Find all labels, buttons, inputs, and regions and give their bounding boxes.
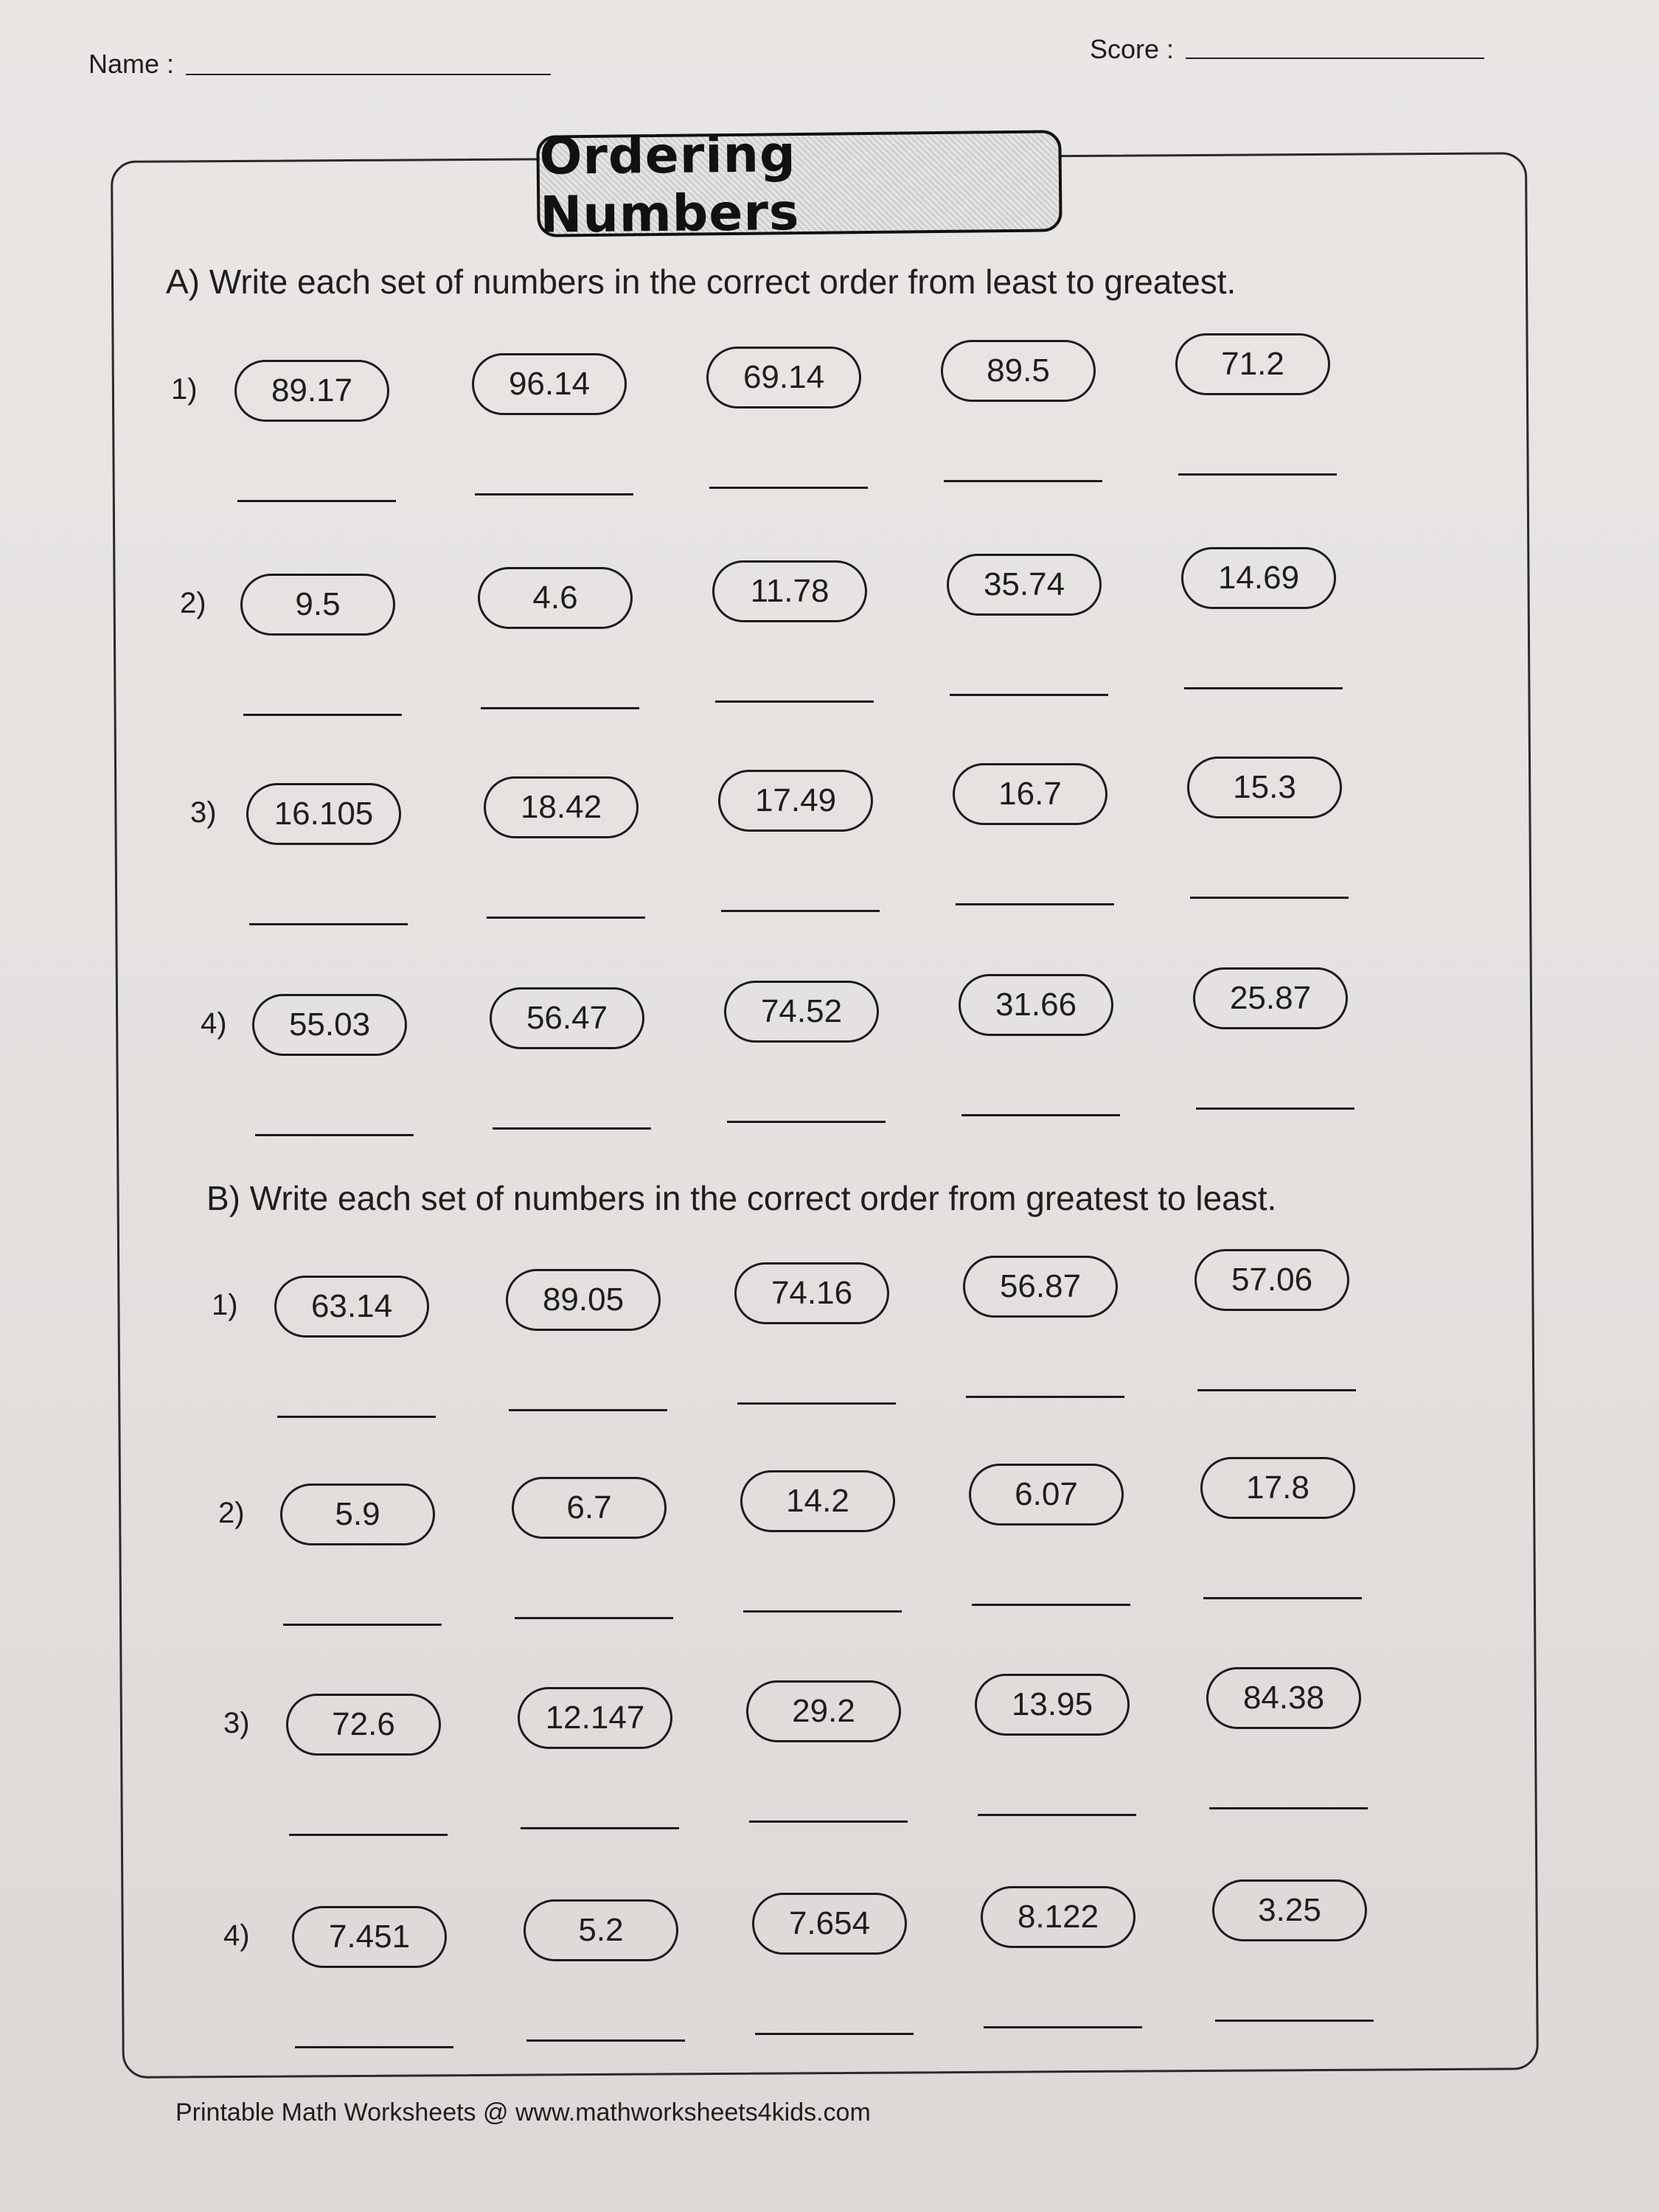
problem-number: 4) — [223, 1919, 250, 1952]
answer-blank[interactable] — [237, 500, 396, 502]
answer-blank[interactable] — [526, 2039, 685, 2042]
answer-blank[interactable] — [1209, 1807, 1368, 1809]
answer-blank[interactable] — [743, 1610, 902, 1613]
number-pill: 16.7 — [953, 763, 1107, 825]
answer-blank[interactable] — [249, 923, 408, 925]
number-pill: 29.2 — [746, 1680, 901, 1742]
number-pill: 7.451 — [292, 1906, 447, 1968]
answer-blank[interactable] — [487, 917, 645, 919]
number-pill: 96.14 — [472, 353, 627, 415]
number-pill: 57.06 — [1194, 1249, 1349, 1311]
answer-blank[interactable] — [255, 1134, 414, 1136]
answer-blank[interactable] — [283, 1624, 442, 1626]
worksheet-frame — [111, 152, 1539, 2079]
score-label: Score : — [1090, 34, 1175, 64]
answer-blank[interactable] — [295, 2046, 453, 2048]
number-pill: 69.14 — [706, 347, 861, 408]
name-line — [186, 74, 551, 75]
answer-blank[interactable] — [966, 1396, 1124, 1398]
number-pill: 25.87 — [1193, 967, 1348, 1029]
number-pill: 14.69 — [1181, 547, 1336, 609]
number-pill: 5.2 — [524, 1899, 678, 1961]
answer-blank[interactable] — [277, 1416, 436, 1418]
number-pill: 74.16 — [734, 1262, 889, 1324]
number-pill: 17.49 — [718, 770, 873, 832]
answer-blank[interactable] — [950, 694, 1108, 696]
number-pill: 13.95 — [975, 1674, 1130, 1736]
name-label: Name : — [88, 49, 175, 79]
problem-number: 3) — [223, 1707, 250, 1739]
number-pill: 31.66 — [959, 974, 1113, 1036]
answer-blank[interactable] — [515, 1617, 673, 1619]
answer-blank[interactable] — [956, 903, 1114, 905]
answer-blank[interactable] — [715, 700, 874, 703]
number-pill: 14.2 — [740, 1470, 895, 1532]
number-pill: 6.07 — [969, 1464, 1124, 1526]
number-pill: 8.122 — [981, 1886, 1135, 1948]
answer-blank[interactable] — [721, 910, 880, 912]
problem-number: 4) — [201, 1007, 227, 1040]
number-pill: 89.05 — [506, 1269, 661, 1331]
number-pill: 6.7 — [512, 1477, 667, 1539]
number-pill: 63.14 — [274, 1276, 429, 1338]
problem-number: 3) — [190, 796, 217, 829]
answer-blank[interactable] — [961, 1114, 1120, 1116]
footer-credit: Printable Math Worksheets @ www.mathworksheets4kids.com — [175, 2098, 871, 2126]
answer-blank[interactable] — [972, 1604, 1130, 1606]
answer-blank[interactable] — [984, 2026, 1142, 2028]
number-pill: 11.78 — [712, 560, 867, 622]
answer-blank[interactable] — [1215, 2020, 1374, 2022]
answer-blank[interactable] — [521, 1827, 679, 1829]
answer-blank[interactable] — [481, 707, 639, 709]
page-title: Ordering Numbers — [536, 130, 1062, 237]
number-pill: 5.9 — [280, 1484, 435, 1545]
problem-number: 2) — [180, 587, 206, 619]
answer-blank[interactable] — [737, 1402, 896, 1405]
number-pill: 18.42 — [484, 776, 639, 838]
number-pill: 74.52 — [724, 981, 879, 1043]
answer-blank[interactable] — [509, 1409, 667, 1411]
number-pill: 17.8 — [1200, 1457, 1355, 1519]
number-pill: 56.47 — [490, 987, 644, 1049]
number-pill: 56.87 — [963, 1256, 1118, 1318]
score-line — [1186, 58, 1484, 59]
problem-number: 2) — [218, 1497, 245, 1529]
number-pill: 4.6 — [478, 567, 633, 629]
number-pill: 72.6 — [286, 1694, 441, 1756]
answer-blank[interactable] — [755, 2033, 914, 2035]
answer-blank[interactable] — [1184, 687, 1343, 689]
answer-blank[interactable] — [1190, 897, 1349, 899]
answer-blank[interactable] — [243, 714, 402, 716]
instruction-b: B) Write each set of numbers in the correct order from greatest to least. — [206, 1179, 1277, 1217]
number-pill: 7.654 — [752, 1893, 907, 1955]
answer-blank[interactable] — [944, 480, 1102, 482]
answer-blank[interactable] — [493, 1127, 651, 1130]
problem-number: 1) — [171, 373, 198, 406]
number-pill: 16.105 — [246, 783, 401, 845]
number-pill: 9.5 — [240, 574, 395, 636]
number-pill: 89.5 — [941, 340, 1096, 402]
answer-blank[interactable] — [1178, 473, 1337, 476]
number-pill: 12.147 — [518, 1687, 672, 1749]
answer-blank[interactable] — [1197, 1389, 1356, 1391]
answer-blank[interactable] — [727, 1121, 886, 1123]
answer-blank[interactable] — [709, 487, 868, 489]
number-pill: 71.2 — [1175, 333, 1330, 395]
number-pill: 15.3 — [1187, 757, 1342, 818]
answer-blank[interactable] — [978, 1814, 1136, 1816]
answer-blank[interactable] — [749, 1820, 908, 1823]
problem-number: 1) — [212, 1289, 238, 1321]
number-pill: 55.03 — [252, 994, 407, 1056]
number-pill: 89.17 — [234, 360, 389, 422]
answer-blank[interactable] — [289, 1834, 448, 1836]
number-pill: 35.74 — [947, 554, 1102, 616]
answer-blank[interactable] — [475, 493, 633, 495]
number-pill: 84.38 — [1206, 1667, 1361, 1729]
answer-blank[interactable] — [1203, 1597, 1362, 1599]
answer-blank[interactable] — [1196, 1107, 1354, 1110]
instruction-a: A) Write each set of numbers in the correct order from least to greatest. — [166, 262, 1237, 301]
number-pill: 3.25 — [1212, 1879, 1367, 1941]
